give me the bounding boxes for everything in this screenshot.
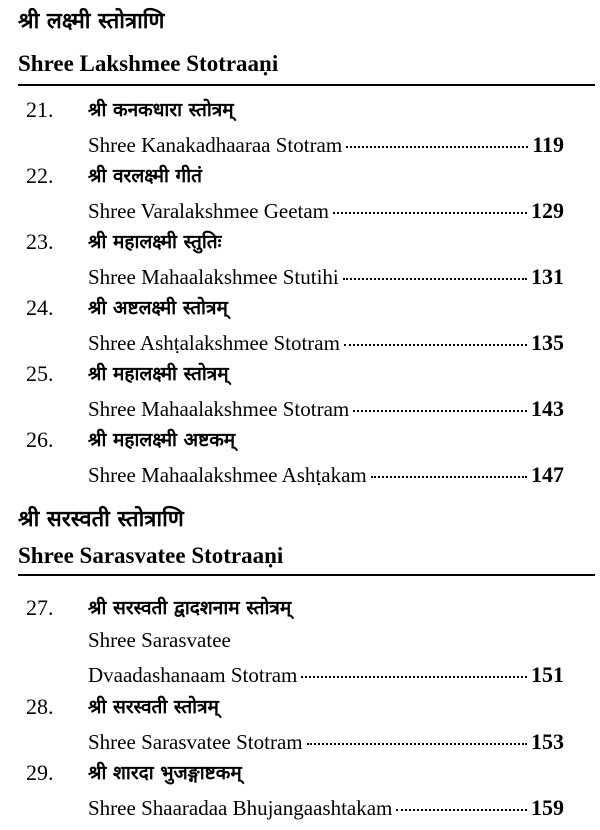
entry-title-devanagari: श्री वरलक्ष्मी गीतं	[88, 165, 203, 187]
entry-page-number: 147	[531, 462, 564, 487]
entry-title-devanagari: श्री महालक्ष्मी अष्टकम्	[88, 429, 236, 451]
entry-page-number: 151	[531, 662, 564, 687]
entry-title-line-1: Shree Sarasvatee	[88, 628, 231, 652]
entry-title: Shree Varalakshmee Geetam	[88, 199, 330, 223]
entry-page-number: 135	[531, 330, 564, 355]
entry-title: Dvaadashanaam Stotram	[88, 663, 298, 687]
section-title-roman: Shree Lakshmee Stotraaṇi	[18, 51, 279, 76]
entry-number: 29.	[26, 760, 54, 785]
entry-number: 23.	[26, 229, 54, 254]
entry-line	[88, 658, 564, 689]
entry-title: Shree Ashṭalakshmee Stotram	[88, 331, 340, 355]
entry-title-devanagari: श्री शारदा भुजङ्गाष्टकम्	[88, 762, 242, 784]
entry-number: 28.	[26, 694, 54, 719]
entry-page-number: 119	[532, 132, 564, 157]
dot-leader	[307, 721, 527, 745]
entry-number: 25.	[26, 361, 54, 386]
entry-title-devanagari: श्री सरस्वती स्तोत्रम्	[88, 696, 219, 718]
dot-leader	[346, 124, 528, 148]
entry-title: Shree Sarasvatee Stotram	[88, 730, 303, 754]
entry-page-number: 153	[531, 729, 564, 754]
entry-line	[88, 392, 564, 423]
entry-page-number: 131	[531, 264, 564, 289]
dot-leader	[353, 388, 527, 412]
section-title-devanagari: श्री सरस्वती स्तोत्राणि	[18, 507, 184, 532]
section-title-devanagari: श्री लक्ष्मी स्तोत्राणि	[18, 9, 165, 34]
entry-number: 27.	[26, 595, 54, 620]
entry-title: Shree Mahaalakshmee Stotram	[88, 397, 350, 421]
entry-title-devanagari: श्री महालक्ष्मी स्तुतिः	[88, 231, 222, 253]
entry-line	[88, 128, 564, 159]
entry-number: 26.	[26, 427, 54, 452]
entry-number: 21.	[26, 97, 54, 122]
dot-leader	[371, 454, 527, 478]
section-divider	[18, 574, 595, 576]
entry-title-devanagari: श्री अष्टलक्ष्मी स्तोत्रम्	[88, 297, 228, 319]
entry-page-number: 129	[531, 198, 564, 223]
entry-title: Shree Shaaradaa Bhujangaashtakam	[88, 796, 393, 820]
entry-title: Shree Mahaalakshmee Stutihi	[88, 265, 339, 289]
entry-title-devanagari: श्री सरस्वती द्वादशनाम स्तोत्रम्	[88, 597, 292, 619]
dot-leader	[301, 654, 527, 678]
entry-line	[88, 194, 564, 225]
section-header-lakshmee	[18, 8, 595, 86]
entry-number: 24.	[26, 295, 54, 320]
entry-line	[88, 458, 564, 489]
section-divider	[18, 84, 595, 86]
dot-leader	[333, 190, 527, 214]
dot-leader	[396, 787, 527, 811]
entry-title-devanagari: श्री कनकधारा स्तोत्रम्	[88, 99, 234, 121]
dot-leader	[344, 322, 527, 346]
entry-number: 22.	[26, 163, 54, 188]
entry-line	[88, 791, 564, 822]
entry-line	[88, 260, 564, 291]
entry-line	[88, 725, 564, 756]
entry-page-number: 143	[531, 396, 564, 421]
entry-title: Shree Mahaalakshmee Ashṭakam	[88, 463, 367, 487]
entry-title: Shree Kanakadhaaraa Stotram	[88, 133, 343, 157]
section-title-roman: Shree Sarasvatee Stotraaṇi	[18, 543, 284, 568]
entry-line	[88, 326, 564, 357]
dot-leader	[343, 256, 527, 280]
entry-title-devanagari: श्री महालक्ष्मी स्तोत्रम्	[88, 363, 229, 385]
section-header-sarasvatee	[18, 506, 595, 578]
entry-page-number: 159	[531, 795, 564, 820]
